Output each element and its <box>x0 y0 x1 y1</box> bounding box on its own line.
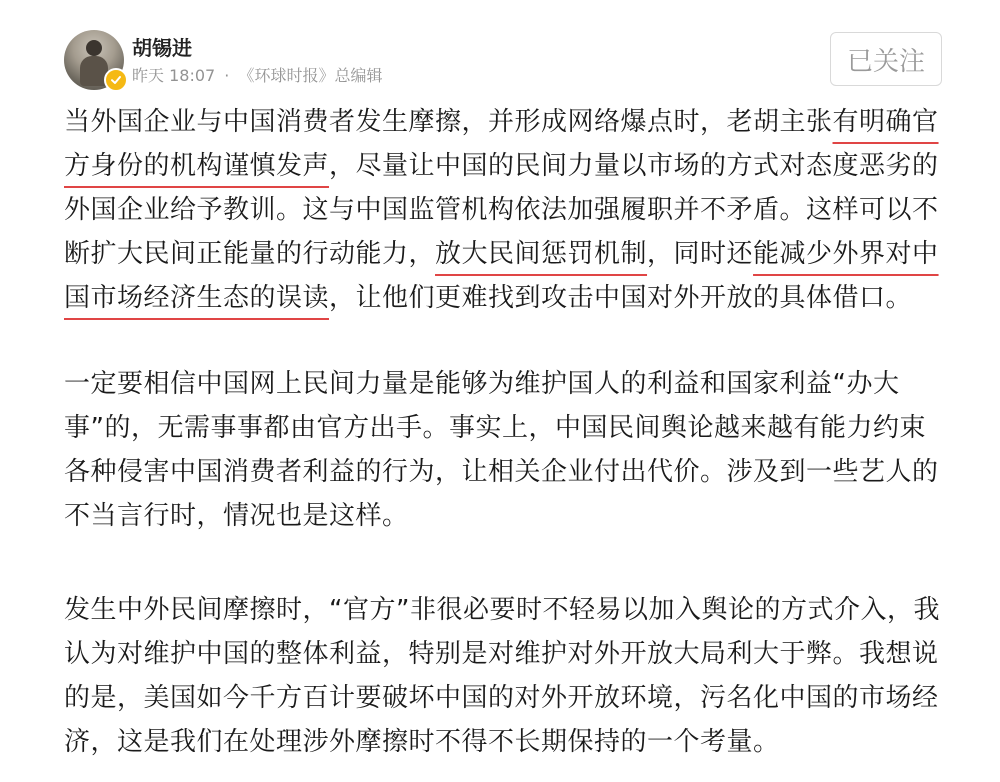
post-time: 昨天 18:07 <box>132 66 216 85</box>
paragraph-text: ，让他们更难找到攻击中国对外开放的具体借口。 <box>329 283 913 313</box>
paragraph-text: 当外国企业与中国消费者发生摩擦，并形成网络爆点时，老胡主张 <box>64 107 833 137</box>
author-title: 《环球时报》总编辑 <box>238 66 383 85</box>
paragraph-text: ，同时还 <box>647 239 754 269</box>
follow-button[interactable]: 已关注 <box>830 32 942 86</box>
avatar-head <box>86 40 102 56</box>
checkmark-icon <box>110 74 122 86</box>
author-name[interactable]: 胡锡进 <box>132 36 192 60</box>
paragraph-1 <box>64 100 944 320</box>
meta-separator: · <box>224 66 230 85</box>
post-content <box>64 100 944 764</box>
paragraph-3 <box>64 588 944 764</box>
paragraph-2 <box>64 362 944 538</box>
post-meta <box>132 63 387 86</box>
highlighted-text: 有明确官方身份的机构谨慎发声 <box>64 107 939 181</box>
post-header <box>0 0 1000 96</box>
highlighted-text: 能减少外界对中国市场经济生态的误读 <box>64 239 939 313</box>
paragraph-text: 一定要相信中国网上民间力量是能够为维护国人的利益和国家利益“办大事”的，无需事事都由官方出手。事实上，中国民间舆论越来越有能力约束各种侵害中国消费者利益的行为，让相关企业付出代价。涉及到一些艺人的不当言行时，情况也是这样。 <box>64 369 939 531</box>
author-avatar[interactable] <box>64 30 124 90</box>
verified-badge-icon <box>104 68 128 92</box>
paragraph-text: 发生中外民间摩擦时，“官方”非很必要时不轻易以加入舆论的方式介入，我认为对维护中国的整体利益，特别是对维护对外开放大局利大于弊。我想说的是，美国如今千方百计要破坏中国的对外开放环境，污名化中国的市场经济，这是我们在处理涉外摩擦时不得不长期保持的一个考量。 <box>64 595 940 757</box>
paragraph-text: ，尽量让中国的民间力量以市场的方式对态度恶劣的外国企业给予教训。这与中国监管机构依法加强履职并不矛盾。这样可以不断扩大民间正能量的行动能力， <box>64 151 939 269</box>
highlighted-text: 放大民间惩罚机制 <box>435 239 648 269</box>
